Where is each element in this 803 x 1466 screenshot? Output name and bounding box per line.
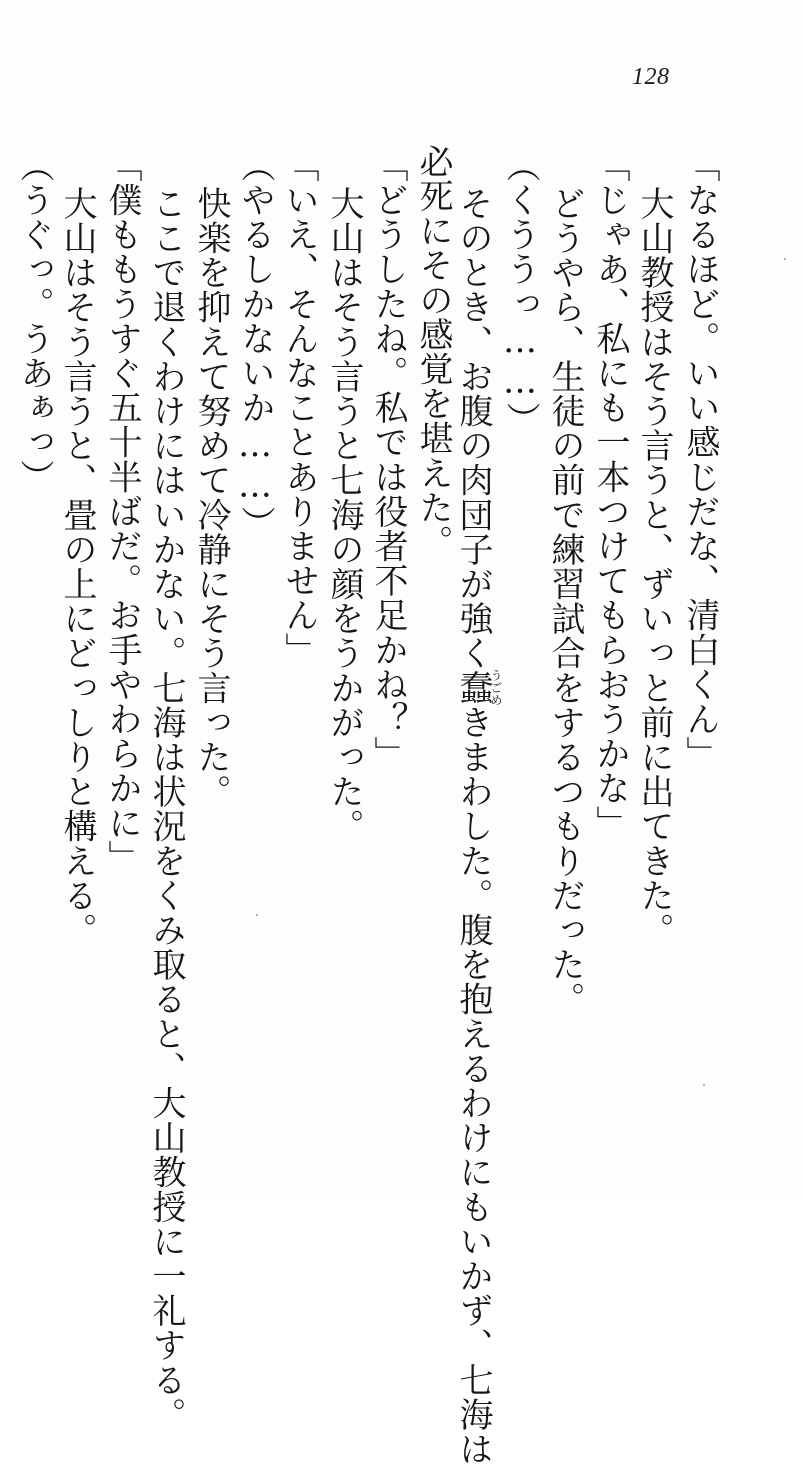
page-number: 128 [632, 64, 670, 90]
ruby-base: 蠢 [453, 668, 493, 707]
scan-speck [784, 258, 786, 260]
text-line-6-start: そのとき、お腹の肉団子が強く [453, 186, 493, 671]
text-line-14: 「僕ももうすぐ五十半ばだ。お手やわらかに」 [102, 148, 142, 875]
ruby-word [453, 668, 503, 707]
text-line-7: 必死にその感覚を堪えた。 [413, 144, 453, 560]
text-line-16: （うぐっ。うあぁっ） [14, 148, 54, 494]
ruby-reading: うごめ [489, 668, 503, 707]
text-line-5: （くううっ……） [500, 148, 540, 437]
text-line-2: 大山教授はそう言うと、ずいっと前に出てきた。 [634, 186, 674, 948]
text-line-1: 「なるほど。いい感じだな、清白くん」 [680, 148, 720, 771]
text-line-8: 「どうしたね。私では役者不足かね？」 [368, 148, 408, 771]
text-line-9: 大山はそう言うと七海の顔をうかがった。 [324, 186, 364, 844]
text-line-6-end: きまわした。腹を抱えるわけにもいかず、七海は [453, 705, 493, 1466]
text-line-10: 「いえ、そんなことありません」 [279, 148, 319, 667]
text-line-12: 快楽を抑えて努めて冷静にそう言った。 [191, 186, 231, 809]
scan-speck [256, 914, 258, 916]
text-line-6 [454, 186, 502, 1466]
text-line-4: どうやら、生徒の前で練習試合をするつもりだった。 [545, 186, 585, 1017]
text-line-13: ここで退くわけにはいかない。七海は状況をくみ取ると、大山教授に一礼する。 [146, 186, 186, 1432]
text-line-15: 大山はそう言うと、畳の上にどっしりと構える。 [57, 186, 97, 948]
text-line-3: 「じゃあ、私にも一本つけてもらおうかな」 [590, 148, 630, 840]
scan-speck [703, 1084, 705, 1086]
text-line-11: （やるしかないか……） [235, 148, 275, 541]
